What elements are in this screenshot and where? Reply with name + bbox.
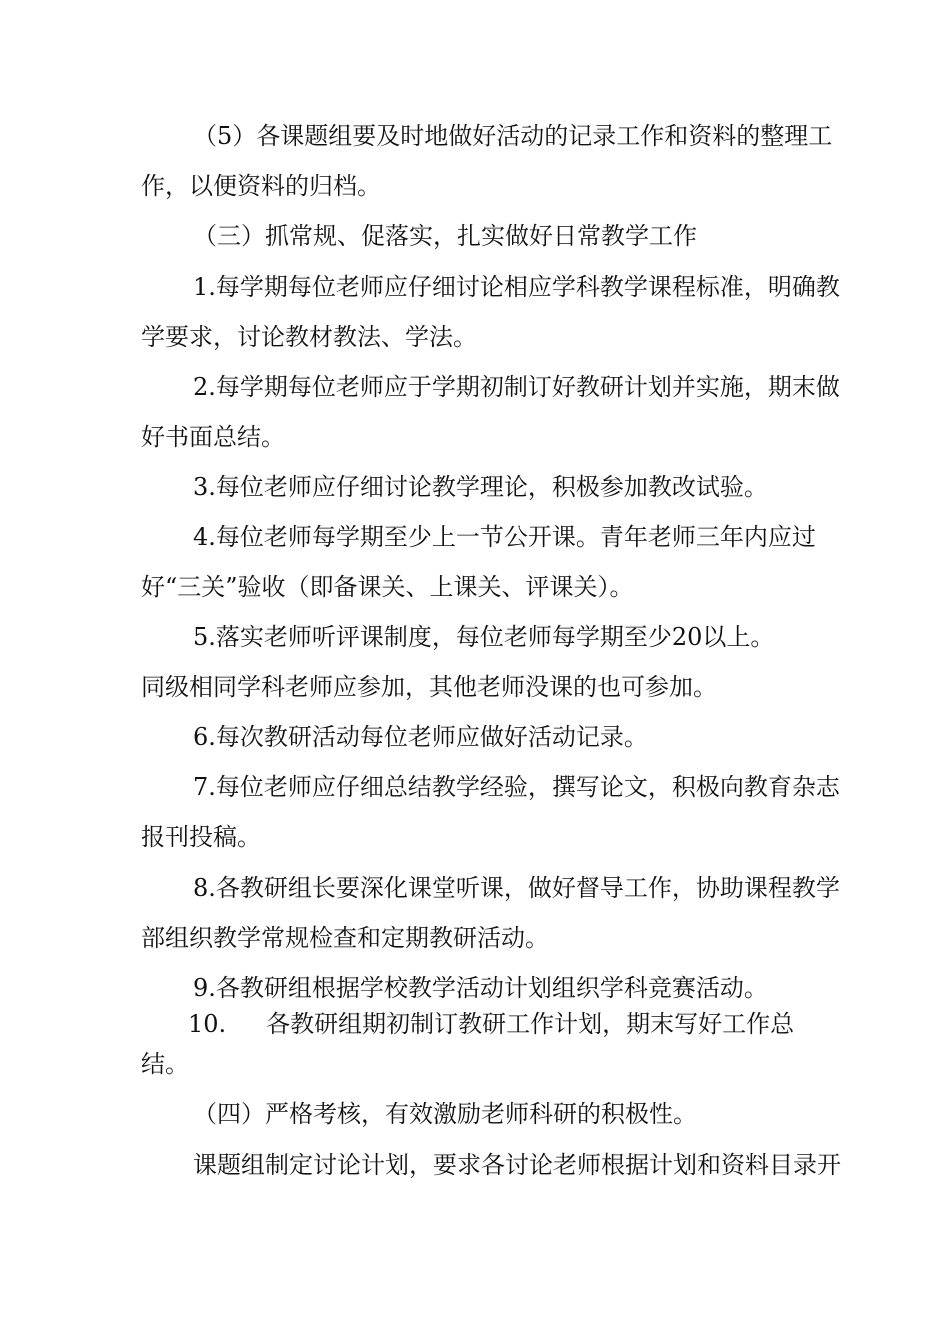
paragraph-line: 1.每学期每位老师应仔细讨论相应学科教学课程标准，明确教 — [193, 273, 840, 301]
list-text: 各教研组期初制订教研工作计划，期末写好工作总 — [266, 1010, 795, 1038]
section-heading: （三）抓常规、促落实，扎实做好日常教学工作 — [193, 222, 697, 250]
section-heading: （四）严格考核，有效激励老师科研的积极性。 — [193, 1100, 697, 1128]
paragraph-line: 好书面总结。 — [141, 423, 285, 451]
paragraph-line: （5）各课题组要及时地做好活动的记录工作和资料的整理工 — [193, 122, 833, 150]
paragraph-line: 2.每学期每位老师应于学期初制订好教研计划并实施，期末做 — [193, 373, 840, 401]
paragraph-line: 7.每位老师应仔细总结教学经验，撰写论文，积极向教育杂志 — [193, 773, 840, 801]
paragraph-line: 作，以便资料的归档。 — [141, 172, 381, 200]
paragraph-line: 5.落实老师听评课制度，每位老师每学期至少20以上。 — [193, 623, 775, 651]
paragraph-line: 4.每位老师每学期至少上一节公开课。青年老师三年内应过 — [193, 523, 816, 551]
paragraph-line: 3.每位老师应仔细讨论教学理论，积极参加教改试验。 — [193, 473, 768, 501]
paragraph-line: 同级相同学科老师应参加，其他老师没课的也可参加。 — [141, 673, 717, 701]
paragraph-line: 课题组制定讨论计划，要求各讨论老师根据计划和资料目录开 — [193, 1151, 841, 1179]
paragraph-line: 好“三关”验收（即备课关、上课关、评课关）。 — [141, 573, 634, 601]
paragraph-line: 9.各教研组根据学校教学活动计划组织学科竞赛活动。 — [193, 974, 768, 1002]
paragraph-line: 8.各教研组长要深化课堂听课，做好督导工作，协助课程教学 — [193, 874, 840, 902]
paragraph-line: 部组织教学常规检查和定期教研活动。 — [141, 924, 549, 952]
paragraph-line: 学要求，讨论教材教法、学法。 — [141, 323, 477, 351]
list-item-10 — [0, 1009, 950, 1039]
paragraph-line: 6.每次教研活动每位老师应做好活动记录。 — [193, 723, 648, 751]
list-number: 10. — [188, 1010, 227, 1038]
paragraph-line: 报刊投稿。 — [141, 823, 261, 851]
paragraph-line: 结。 — [141, 1050, 189, 1078]
